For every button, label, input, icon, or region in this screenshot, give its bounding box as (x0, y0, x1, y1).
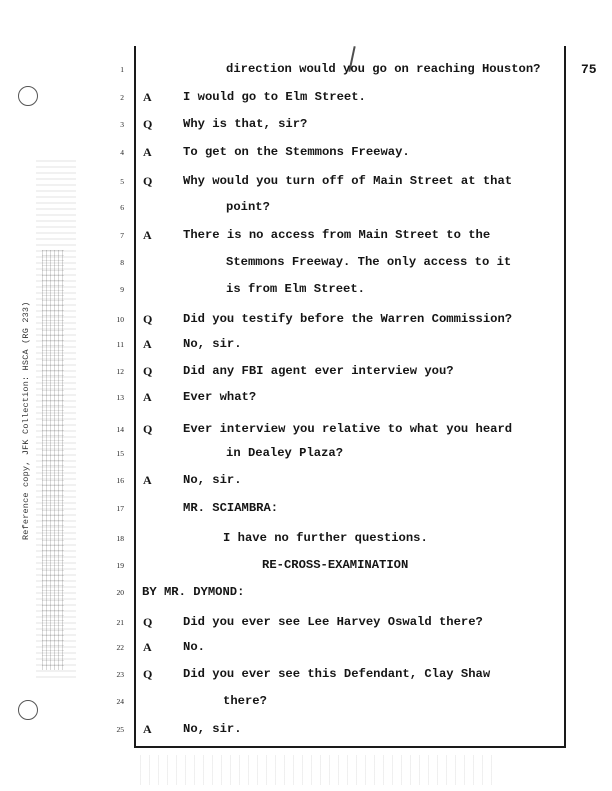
line-text: Did you testify before the Warren Commission? (183, 312, 513, 326)
transcript-line (0, 667, 612, 683)
line-text: No, sir. (183, 337, 242, 351)
line-text: Did you ever see Lee Harvey Oswald there? (183, 615, 483, 629)
line-number: 25 (116, 725, 124, 734)
transcript-line (0, 473, 612, 489)
line-number: 17 (116, 504, 124, 513)
transcript-line (0, 117, 612, 133)
speaker-label: Q (143, 174, 153, 188)
line-number: 11 (116, 340, 124, 349)
line-text: No. (183, 640, 205, 654)
line-text: RE-CROSS-EXAMINATION (262, 558, 409, 572)
line-text: Ever what? (183, 390, 257, 404)
line-number: 15 (116, 449, 124, 458)
transcript-line (0, 174, 612, 190)
line-number: 22 (116, 643, 124, 652)
line-text: There is no access from Main Street to the (183, 228, 491, 242)
line-text: I have no further questions. (223, 531, 428, 545)
line-number: 23 (116, 670, 124, 679)
transcript-line (0, 282, 612, 298)
line-text: is from Elm Street. (226, 282, 365, 296)
line-text: Ever interview you relative to what you heard (183, 422, 513, 436)
transcript-line (0, 228, 612, 244)
line-text: Stemmons Freeway. The only access to it (226, 255, 512, 269)
line-number: 6 (120, 203, 124, 212)
transcript-line (0, 145, 612, 161)
line-number: 14 (116, 425, 124, 434)
line-number: 5 (120, 177, 124, 186)
transcript-line (0, 558, 612, 574)
transcript-line (0, 390, 612, 406)
line-text: BY MR. DYMOND: (142, 585, 245, 599)
line-number: 4 (120, 148, 124, 157)
speaker-label: A (143, 390, 152, 404)
line-text: To get on the Stemmons Freeway. (183, 145, 410, 159)
speaker-label: A (143, 640, 152, 654)
line-number: 10 (116, 315, 124, 324)
transcript-line (0, 615, 612, 631)
line-text: there? (223, 694, 267, 708)
transcript-line (0, 255, 612, 271)
transcript-line (0, 640, 612, 656)
line-number: 3 (120, 120, 124, 129)
line-text: No, sir. (183, 473, 242, 487)
transcript-line (0, 722, 612, 738)
line-number: 21 (116, 618, 124, 627)
line-number: 18 (116, 534, 124, 543)
speaker-label: Q (143, 422, 153, 436)
line-number: 2 (120, 93, 124, 102)
page-number: 75 (581, 62, 597, 77)
transcript-line (0, 422, 612, 438)
line-text: point? (226, 200, 270, 214)
line-number: 7 (120, 231, 124, 240)
line-number: 24 (116, 697, 124, 706)
scan-noise-bottom (140, 755, 500, 785)
transcript-line (0, 585, 612, 601)
line-text: MR. SCIAMBRA: (183, 501, 279, 515)
transcript-line (0, 337, 612, 353)
speaker-label: A (143, 145, 152, 159)
line-number: 9 (120, 285, 124, 294)
line-number: 8 (120, 258, 124, 267)
line-number: 20 (116, 588, 124, 597)
line-text: Did you ever see this Defendant, Clay Shaw (183, 667, 491, 681)
line-text: Why would you turn off of Main Street at that (183, 174, 513, 188)
line-number: 13 (116, 393, 124, 402)
transcript-line (0, 694, 612, 710)
line-text: I would go to Elm Street. (183, 90, 366, 104)
line-text: in Dealey Plaza? (226, 446, 344, 460)
speaker-label: A (143, 722, 152, 736)
speaker-label: A (143, 90, 152, 104)
line-text: Why is that, sir? (183, 117, 308, 131)
line-number: 1 (120, 65, 124, 74)
transcript-line (0, 312, 612, 328)
transcript-line (0, 90, 612, 106)
line-text: No, sir. (183, 722, 242, 736)
transcript-line (0, 62, 612, 78)
line-text: Did any FBI agent ever interview you? (183, 364, 454, 378)
speaker-label: A (143, 473, 152, 487)
line-text: direction would you go on reaching Houston? (226, 62, 541, 76)
line-number: 16 (116, 476, 124, 485)
speaker-label: Q (143, 615, 153, 629)
transcript-line (0, 200, 612, 216)
speaker-label: A (143, 337, 152, 351)
transcript-line (0, 446, 612, 462)
transcript-line (0, 364, 612, 380)
speaker-label: Q (143, 364, 153, 378)
line-number: 19 (116, 561, 124, 570)
speaker-label: Q (143, 117, 153, 131)
transcript-line (0, 531, 612, 547)
speaker-label: Q (143, 667, 153, 681)
line-number: 12 (116, 367, 124, 376)
speaker-label: A (143, 228, 152, 242)
speaker-label: Q (143, 312, 153, 326)
archive-stamp: Reference copy, JFK Collection: HSCA (RG 233) (21, 301, 31, 540)
transcript-line (0, 501, 612, 517)
